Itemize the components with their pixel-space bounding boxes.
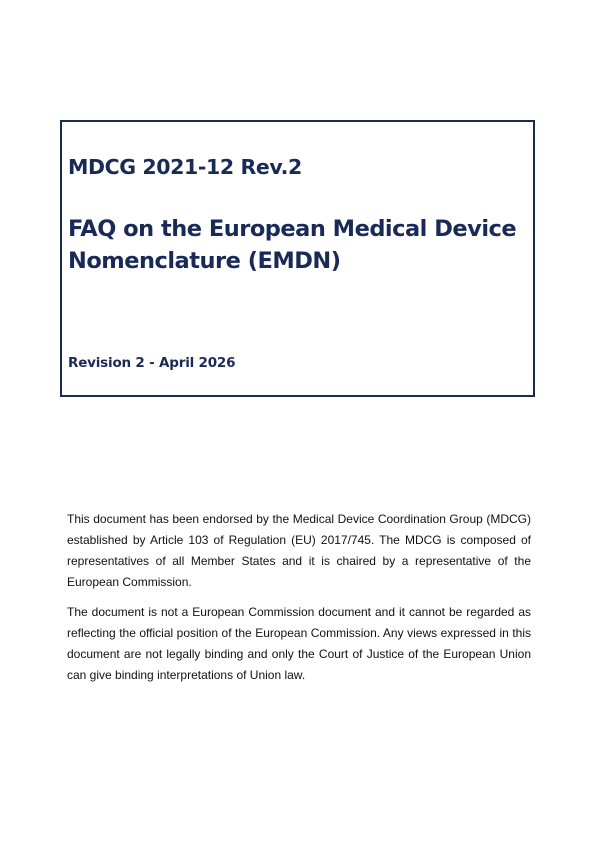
document-id: MDCG 2021-12 Rev.2 bbox=[68, 155, 302, 179]
disclaimer-paragraph-endorsement: This document has been endorsed by the Medical Device Coordination Group (MDCG) established by Article 103 of Regulation (EU) 2017/745. The MDCG is composed of representatives of all Member States and it is chaired by a representative of the European Commission. bbox=[67, 512, 531, 589]
revision-label: Revision 2 - April 2026 bbox=[68, 355, 236, 371]
disclaimer bbox=[67, 509, 531, 695]
disclaimer-paragraph-legal-status: The document is not a European Commission document and it cannot be regarded as reflecting the official position of the European Commission. Any views expressed in this document are not legally binding and only the Court of Justice of the European Union can give binding interpretations of Union law. bbox=[67, 605, 531, 682]
document-title: FAQ on the European Medical Device Nomenclature (EMDN) bbox=[68, 216, 517, 274]
title-box bbox=[60, 120, 535, 397]
